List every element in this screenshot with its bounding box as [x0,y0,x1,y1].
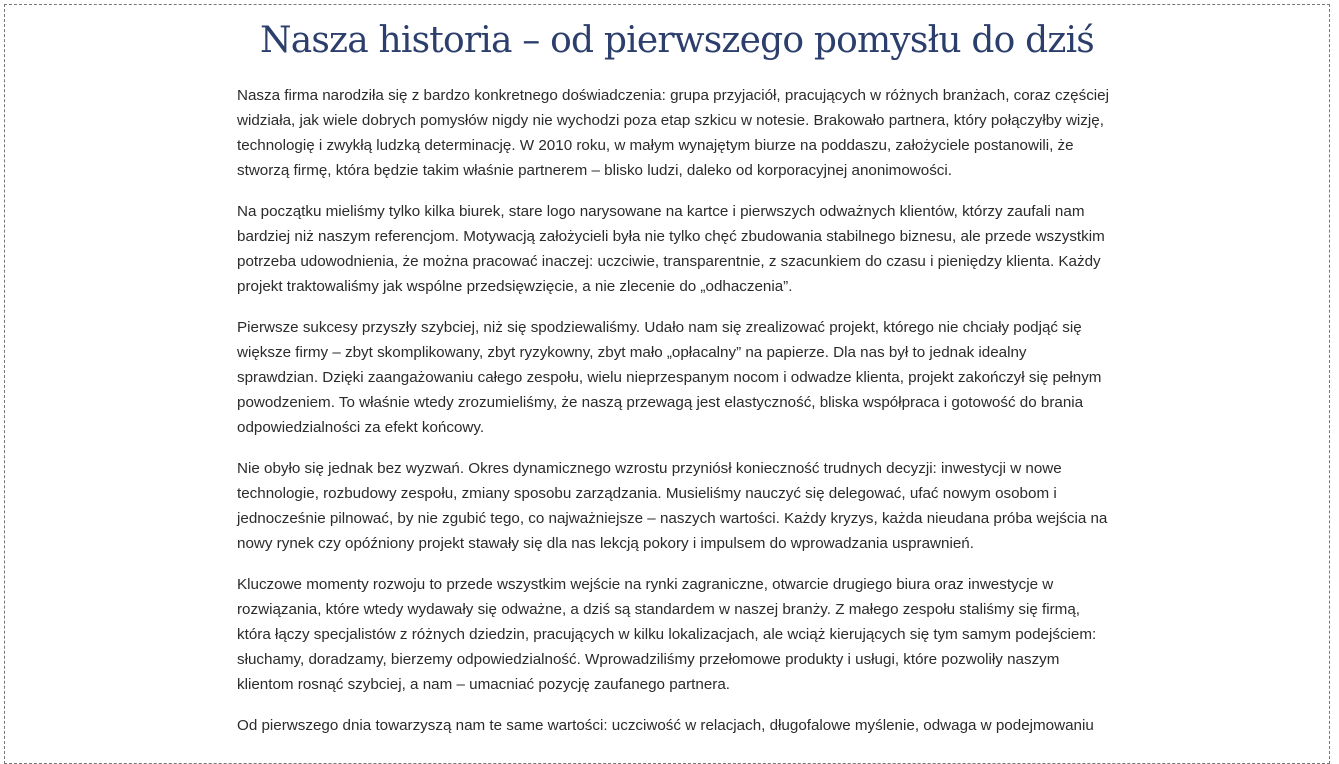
paragraph-first-successes: Pierwsze sukcesy przyszły szybciej, niż się spodziewaliśmy. Udało nam się zrealizować projekt, którego nie chciały podjąć się większe firmy – zbyt skomplikowany, zbyt ryzykowny, zbyt mało „opłacalny” na papierze. Dla nas był to jednak idealny sprawdzian. Dzięki zaangażowaniu całego zespołu, wielu nieprzespanym nocom i odwadze klienta, projekt zakończył się pełnym powodzeniem. To właśnie wtedy zrozumieliśmy, że naszą przewagą jest elastyczność, bliska współpraca i gotowość do brania odpowiedzialności za efekt końcowy. [237,319,1102,436]
paragraph-founding: Nasza firma narodziła się z bardzo konkretnego doświadczenia: grupa przyjaciół, pracujących w różnych branżach, coraz częściej widziała, jak wiele dobrych pomysłów nigdy nie wychodzi poza etap szkicu w notesie. Brakowało partnera, który połączyłby wizję, technologię i zwykłą ludzką determinację. W 2010 roku, w małym wynajętym biurze na poddaszu, założyciele postanowili, że stworzą firmę, która będzie takim właśnie partnerem – blisko ludzi, daleko od korporacyjnej anonimowości. [237,87,1110,179]
history-article [237,14,1117,738]
page-title: Nasza historia – od pierwszego pomysłu do dziś [260,20,1094,61]
paragraph-challenges: Nie obyło się jednak bez wyzwań. Okres dynamicznego wzrostu przyniósł konieczność trudnych decyzji: inwestycji w nowe technologie, rozbudowy zespołu, zmiany sposobu zarządzania. Musieliśmy nauczyć się delegować, ufać nowym osobom i jednocześnie pilnować, by nie zgubić tego, co najważniejsze – naszych wartości. Każdy kryzys, każda nieudana próba wejścia na nowy rynek czy opóźniony projekt stawały się dla nas lekcją pokory i impulsem do wprowadzania usprawnień. [237,460,1108,552]
paragraph-key-moments: Kluczowe momenty rozwoju to przede wszystkim wejście na rynki zagraniczne, otwarcie drugiego biura oraz inwestycje w rozwiązania, które wtedy wydawały się odważne, a dziś są standardem w naszej branży. Z małego zespołu staliśmy się firmą, która łączy specjalistów z różnych dziedzin, pracujących w kilku lokalizacjach, ale wciąż kierujących się tym samym podejściem: słuchamy, doradzamy, bierzemy odpowiedzialność. Wprowadziliśmy przełomowe produkty i usługi, które pozwoliły naszym klientom rosnąć szybciej, a nam – umacniać pozycję zaufanego partnera. [237,576,1097,693]
paragraph-beginnings: Na początku mieliśmy tylko kilka biurek, stare logo narysowane na kartce i pierwszych odważnych klientów, którzy zaufali nam bardziej niż naszym referencjom. Motywacją założycieli była nie tylko chęć zbudowania stabilnego biznesu, ale przede wszystkim potrzeba udowodnienia, że można pracować inaczej: uczciwie, transparentnie, z szacunkiem do czasu i pieniędzy klienta. Każdy projekt traktowaliśmy jak wspólne przedsięwzięcie, a nie zlecenie do „odhaczenia”. [237,203,1105,295]
paragraph-values: Od pierwszego dnia towarzyszą nam te same wartości: uczciwość w relacjach, długofalowe myślenie, odwaga w podejmowaniu [237,717,1094,734]
